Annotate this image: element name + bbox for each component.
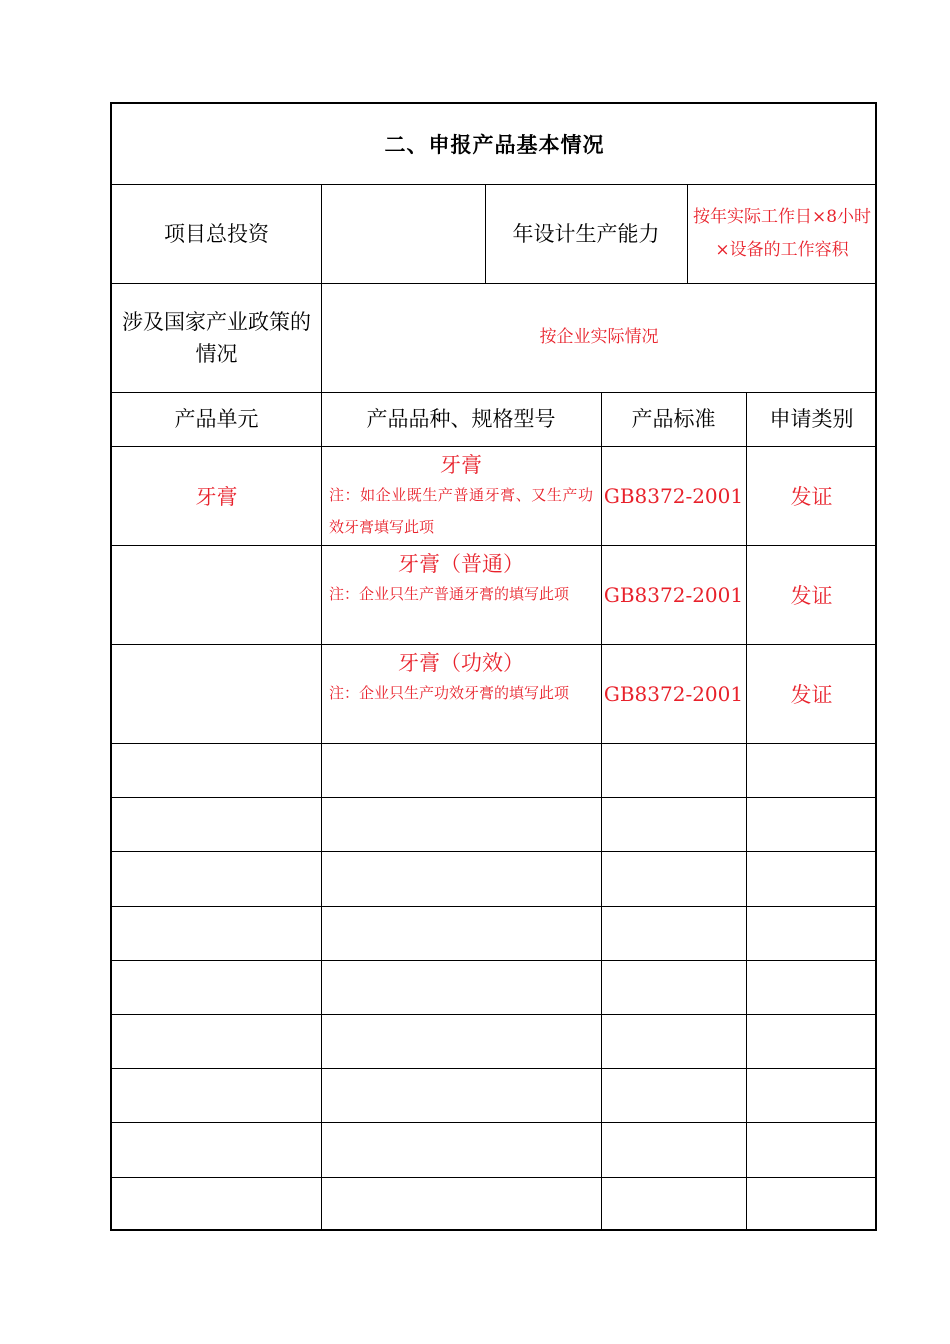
section-title: 二、申报产品基本情况 — [384, 132, 605, 157]
investment-label: 项目总投资 — [164, 221, 269, 246]
empty-table-cell[interactable] — [601, 960, 746, 1014]
row-1-product-cell[interactable] — [321, 446, 601, 545]
empty-table-cell[interactable] — [112, 906, 321, 960]
row-2-standard[interactable]: GB8372-2001 — [603, 582, 744, 607]
empty-table-cell[interactable] — [112, 1177, 321, 1231]
empty-table-cell[interactable] — [321, 906, 601, 960]
empty-table-cell[interactable] — [321, 1177, 601, 1231]
empty-table-cell[interactable] — [321, 851, 601, 905]
row-3-product-cell[interactable] — [321, 644, 601, 743]
policy-note[interactable]: 按企业实际情况 — [539, 327, 659, 347]
column-divider — [687, 184, 688, 283]
empty-table-cell[interactable] — [321, 797, 601, 851]
empty-table-cell[interactable] — [746, 906, 877, 960]
empty-table-cell[interactable] — [601, 1014, 746, 1068]
row-2-product: 牙膏（普通） — [398, 552, 524, 576]
empty-table-cell[interactable] — [601, 1177, 746, 1231]
row-1-note: 注：如企业既生产普通牙膏、又生产功效牙膏填写此项 — [329, 486, 593, 536]
empty-table-cell[interactable] — [601, 797, 746, 851]
row-2-category[interactable]: 发证 — [790, 583, 833, 608]
empty-table-cell[interactable] — [321, 1068, 601, 1122]
empty-table-cell[interactable] — [321, 743, 601, 797]
empty-table-cell[interactable] — [112, 1068, 321, 1122]
empty-table-cell[interactable] — [112, 1122, 321, 1176]
empty-table-cell[interactable] — [746, 743, 877, 797]
row-2-unit[interactable] — [112, 545, 321, 644]
row-1-category[interactable]: 发证 — [790, 484, 833, 509]
empty-table-cell[interactable] — [601, 906, 746, 960]
column-header-category: 申请类别 — [769, 407, 854, 431]
row-1-product: 牙膏 — [440, 453, 482, 477]
policy-label: 涉及国家产业政策的情况 — [122, 309, 311, 366]
empty-table-cell[interactable] — [112, 851, 321, 905]
row-2-product-cell[interactable] — [321, 545, 601, 644]
row-3-note: 注：企业只生产功效牙膏的填写此项 — [329, 684, 570, 702]
empty-table-cell[interactable] — [601, 851, 746, 905]
empty-table-cell[interactable] — [746, 1122, 877, 1176]
capacity-label: 年设计生产能力 — [512, 221, 660, 246]
column-header-standard: 产品标准 — [631, 407, 716, 431]
row-1-unit[interactable]: 牙膏 — [195, 484, 238, 509]
empty-table-cell[interactable] — [321, 1014, 601, 1068]
row-1-standard[interactable]: GB8372-2001 — [603, 483, 744, 508]
row-3-unit[interactable] — [112, 644, 321, 743]
row-3-standard[interactable]: GB8372-2001 — [603, 681, 744, 706]
empty-table-cell[interactable] — [112, 797, 321, 851]
application-form-table — [110, 102, 877, 1231]
empty-table-cell[interactable] — [601, 743, 746, 797]
empty-table-cell[interactable] — [746, 960, 877, 1014]
empty-table-cell[interactable] — [321, 1122, 601, 1176]
capacity-note[interactable]: 按年实际工作日×8小时×设备的工作容积 — [692, 206, 872, 260]
empty-table-cell[interactable] — [112, 960, 321, 1014]
empty-table-cell[interactable] — [321, 960, 601, 1014]
empty-table-cell[interactable] — [601, 1068, 746, 1122]
empty-table-cell[interactable] — [746, 797, 877, 851]
empty-table-cell[interactable] — [746, 1177, 877, 1231]
column-header-product: 产品品种、规格型号 — [366, 407, 556, 431]
empty-table-cell[interactable] — [112, 1014, 321, 1068]
row-2-note: 注：企业只生产普通牙膏的填写此项 — [329, 585, 570, 603]
empty-table-cell[interactable] — [601, 1122, 746, 1176]
column-header-unit: 产品单元 — [174, 407, 259, 431]
empty-table-cell[interactable] — [112, 743, 321, 797]
empty-table-cell[interactable] — [746, 851, 877, 905]
row-3-product: 牙膏（功效） — [398, 651, 524, 675]
investment-value[interactable] — [321, 184, 485, 283]
empty-table-cell[interactable] — [746, 1068, 877, 1122]
row-3-category[interactable]: 发证 — [790, 682, 833, 707]
empty-table-cell[interactable] — [746, 1014, 877, 1068]
